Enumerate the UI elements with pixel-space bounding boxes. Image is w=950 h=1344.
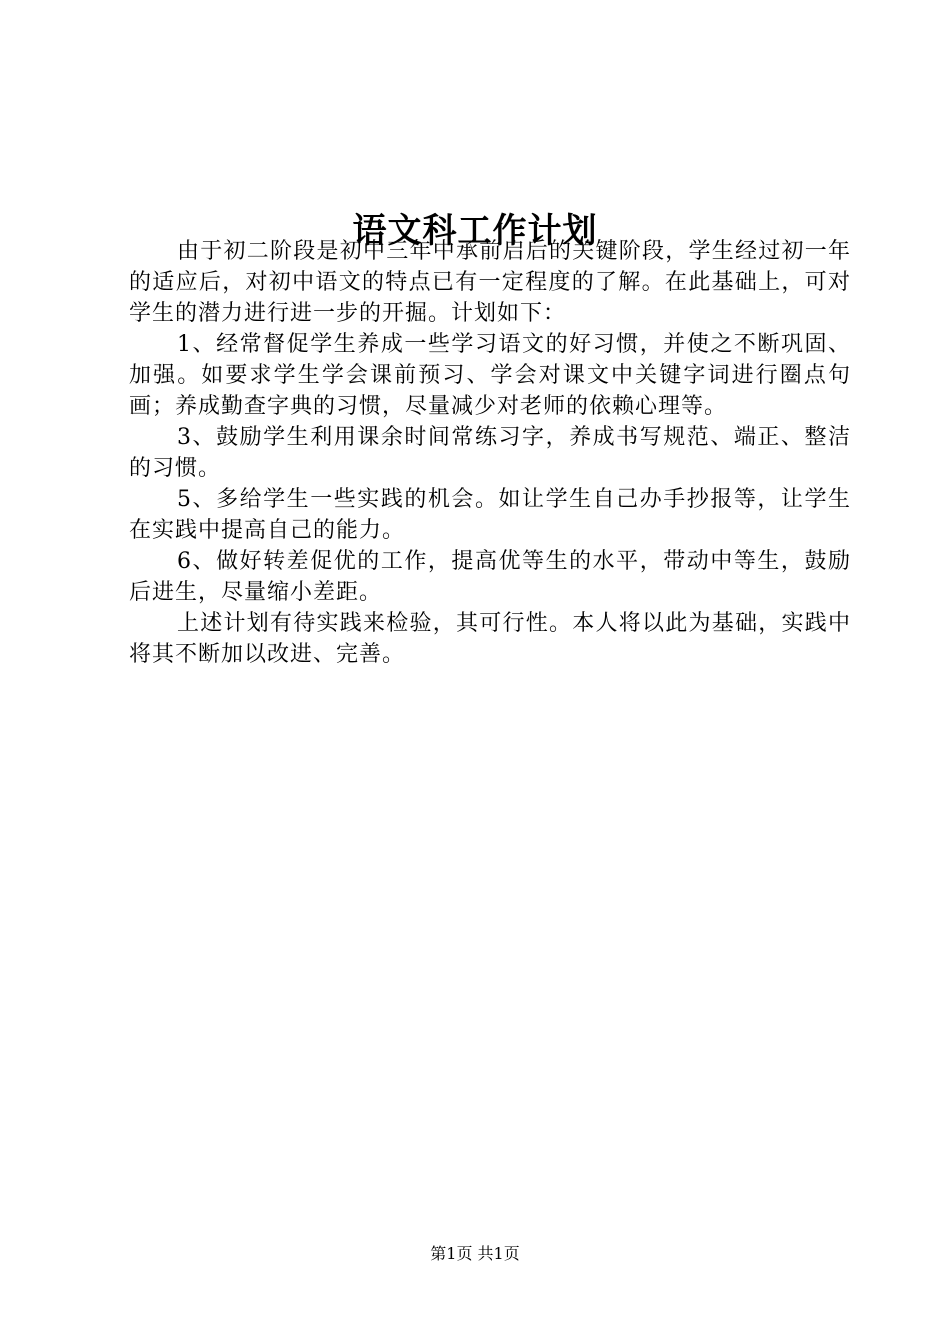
document-title: 语文科工作计划: [352, 210, 598, 251]
page-footer: 第1页 共1页: [430, 1244, 520, 1263]
paragraph-item-6: 6、做好转差促优的工作，提高优等生的水平，带动中等生，鼓励后进生，尽量缩小差距。: [129, 549, 851, 605]
document-body: [129, 236, 851, 670]
paragraph-item-5: 5、多给学生一些实践的机会。如让学生自己办手抄报等，让学生在实践中提高自己的能力。: [129, 487, 851, 543]
paragraph-intro: 由于初二阶段是初中三年中承前启后的关键阶段，学生经过初一年的适应后，对初中语文的特点已有一定程度的了解。在此基础上，可对学生的潜力进行进一步的开掘。计划如下：: [129, 239, 851, 326]
paragraph-conclusion: 上述计划有待实践来检验，其可行性。本人将以此为基础，实践中将其不断加以改进、完善。: [129, 611, 851, 667]
paragraph-item-1: 1、经常督促学生养成一些学习语文的好习惯，并使之不断巩固、加强。如要求学生学会课前预习、学会对课文中关键字词进行圈点句画；养成勤查字典的习惯，尽量减少对老师的依赖心理等。: [129, 332, 851, 419]
paragraph-item-3: 3、鼓励学生利用课余时间常练习字，养成书写规范、端正、整洁的习惯。: [129, 425, 851, 481]
